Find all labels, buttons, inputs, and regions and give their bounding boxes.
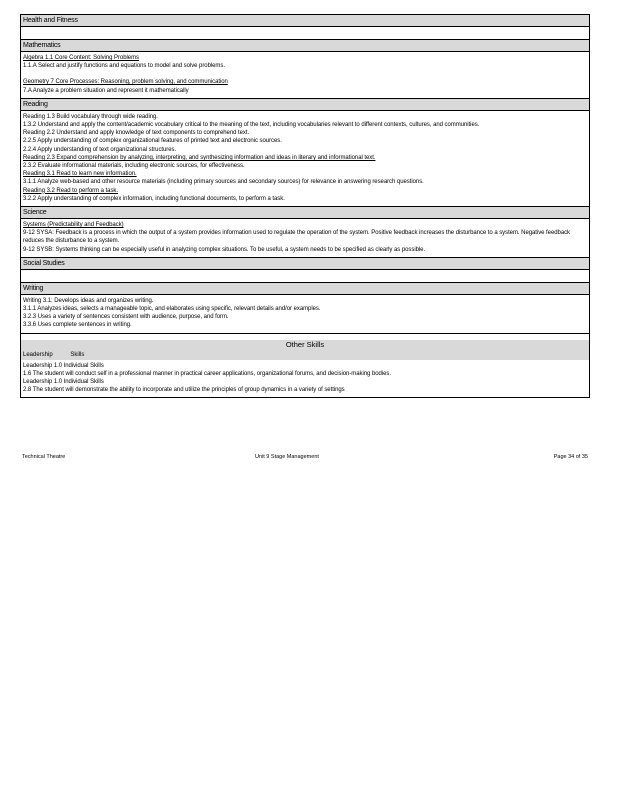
- leadership-label: Leadership: [23, 351, 53, 358]
- science-header: Science: [21, 206, 589, 219]
- social-studies-header: Social Studies: [21, 257, 589, 270]
- skills-label: Skills: [70, 351, 85, 358]
- leadership-standard: Leadership 1.0 Individual Skills: [23, 379, 104, 386]
- science-body: [21, 219, 589, 257]
- reading-header: Reading: [21, 98, 589, 111]
- leadership-skills-header: [21, 350, 589, 360]
- math-standard-item: 1.1.A Select and justify functions and equations to model and solve problems.: [23, 63, 225, 70]
- science-standard-title: Systems (Predictability and Feedback): [23, 222, 124, 229]
- page-footer: [22, 453, 588, 462]
- reading-standard-item: 3.1.1 Analyze web-based and other resource materials (including primary sources and secondary sources) for relevance in answering research questions.: [23, 179, 424, 186]
- reading-standard-item: 2.2.5 Apply understanding of complex organizational features of printed text and electronic sources.: [23, 138, 282, 145]
- reading-standard: Reading 2.2 Understand and apply knowledge of text components to comprehend text.: [23, 130, 250, 137]
- reading-standard: Reading 1.3 Build vocabulary through wide reading.: [23, 113, 158, 120]
- math-standard-title: Geometry 7 Core Processes: Reasoning, problem solving, and communication: [23, 79, 228, 86]
- math-standard-item: 7.A Analyze a problem situation and represent it mathematically: [23, 87, 189, 94]
- social-studies-body: [21, 270, 589, 282]
- mathematics-header: Mathematics: [21, 39, 589, 52]
- leadership-body: [21, 360, 589, 398]
- health-fitness-body: [21, 27, 589, 39]
- footer-unit: Unit 9 Stage Management: [255, 454, 319, 460]
- writing-standard: Writing 3.1: Develops ideas and organizes writing.: [23, 297, 154, 304]
- reading-standard-item: 1.3.2 Understand and apply the content/academic vocabulary critical to the meaning of the text, including vocabularies relevant to different contexts, cultures, and communities.: [23, 122, 480, 129]
- writing-standard-item: 3.2.3 Uses a variety of sentences consistent with audience, purpose, and form.: [23, 314, 229, 321]
- reading-body: [21, 111, 589, 206]
- other-skills-title: Other Skills: [21, 340, 589, 350]
- writing-body: [21, 295, 589, 333]
- math-standard-title: Algebra 1.1 Core Content: Solving Problems: [23, 55, 139, 61]
- reading-standard-item: 2.3.2 Evaluate informational materials, including electronic sources, for effectiveness.: [23, 163, 245, 170]
- science-standard-item: 9-12 SYSA: Feedback is a process in which the output of a system provides information used to regulate the operation of the system. Positive feedback increases the disturbance to a system. Negative feedback reduces the disturbance to a system.: [23, 230, 571, 245]
- standards-table: [20, 14, 590, 398]
- mathematics-body: [21, 52, 589, 98]
- writing-header: Writing: [21, 282, 589, 295]
- footer-course: Technical Theatre: [22, 454, 66, 460]
- leadership-standard: Leadership 1.0 Individual Skills: [23, 362, 104, 369]
- reading-standard-title: Reading 2.3 Expand comprehension by analyzing, interpreting, and synthesizing information and ideas in literary and informational text.: [23, 154, 376, 161]
- writing-standard-item: 3.3.6 Uses complete sentences in writing.: [23, 322, 132, 329]
- reading-standard-item: 3.2.2 Apply understanding of complex information, including functional documents, to perform a task.: [23, 195, 285, 202]
- leadership-standard-item: 1.6 The student will conduct self in a professional manner in practical career applications, organizational forums, and decision-making bodies.: [23, 370, 391, 377]
- reading-standard-title: Reading 3.2 Read to perform a task.: [23, 187, 118, 194]
- leadership-standard-item: 2.8 The student will demonstrate the ability to incorporate and utilize the principles of group dynamics in a variety of settings: [23, 387, 345, 394]
- reading-standard-item: 2.2.4 Apply understanding of text organizational structures.: [23, 146, 177, 153]
- reading-standard-title: Reading 3.1 Read to learn new information.: [23, 171, 137, 178]
- health-fitness-header: Health and Fitness: [21, 15, 589, 27]
- footer-page-number: Page 34 of 35: [553, 454, 588, 460]
- standards-page: [20, 14, 590, 398]
- writing-standard-item: 3.1.1 Analyzes ideas, selects a manageable topic, and elaborates using specific, relevant details and/or examples.: [23, 306, 321, 313]
- science-standard-item: 9-12 SYSB: Systems thinking can be especially useful in analyzing complex situations. To be useful, a system needs to be specified as clearly as possible.: [23, 246, 426, 253]
